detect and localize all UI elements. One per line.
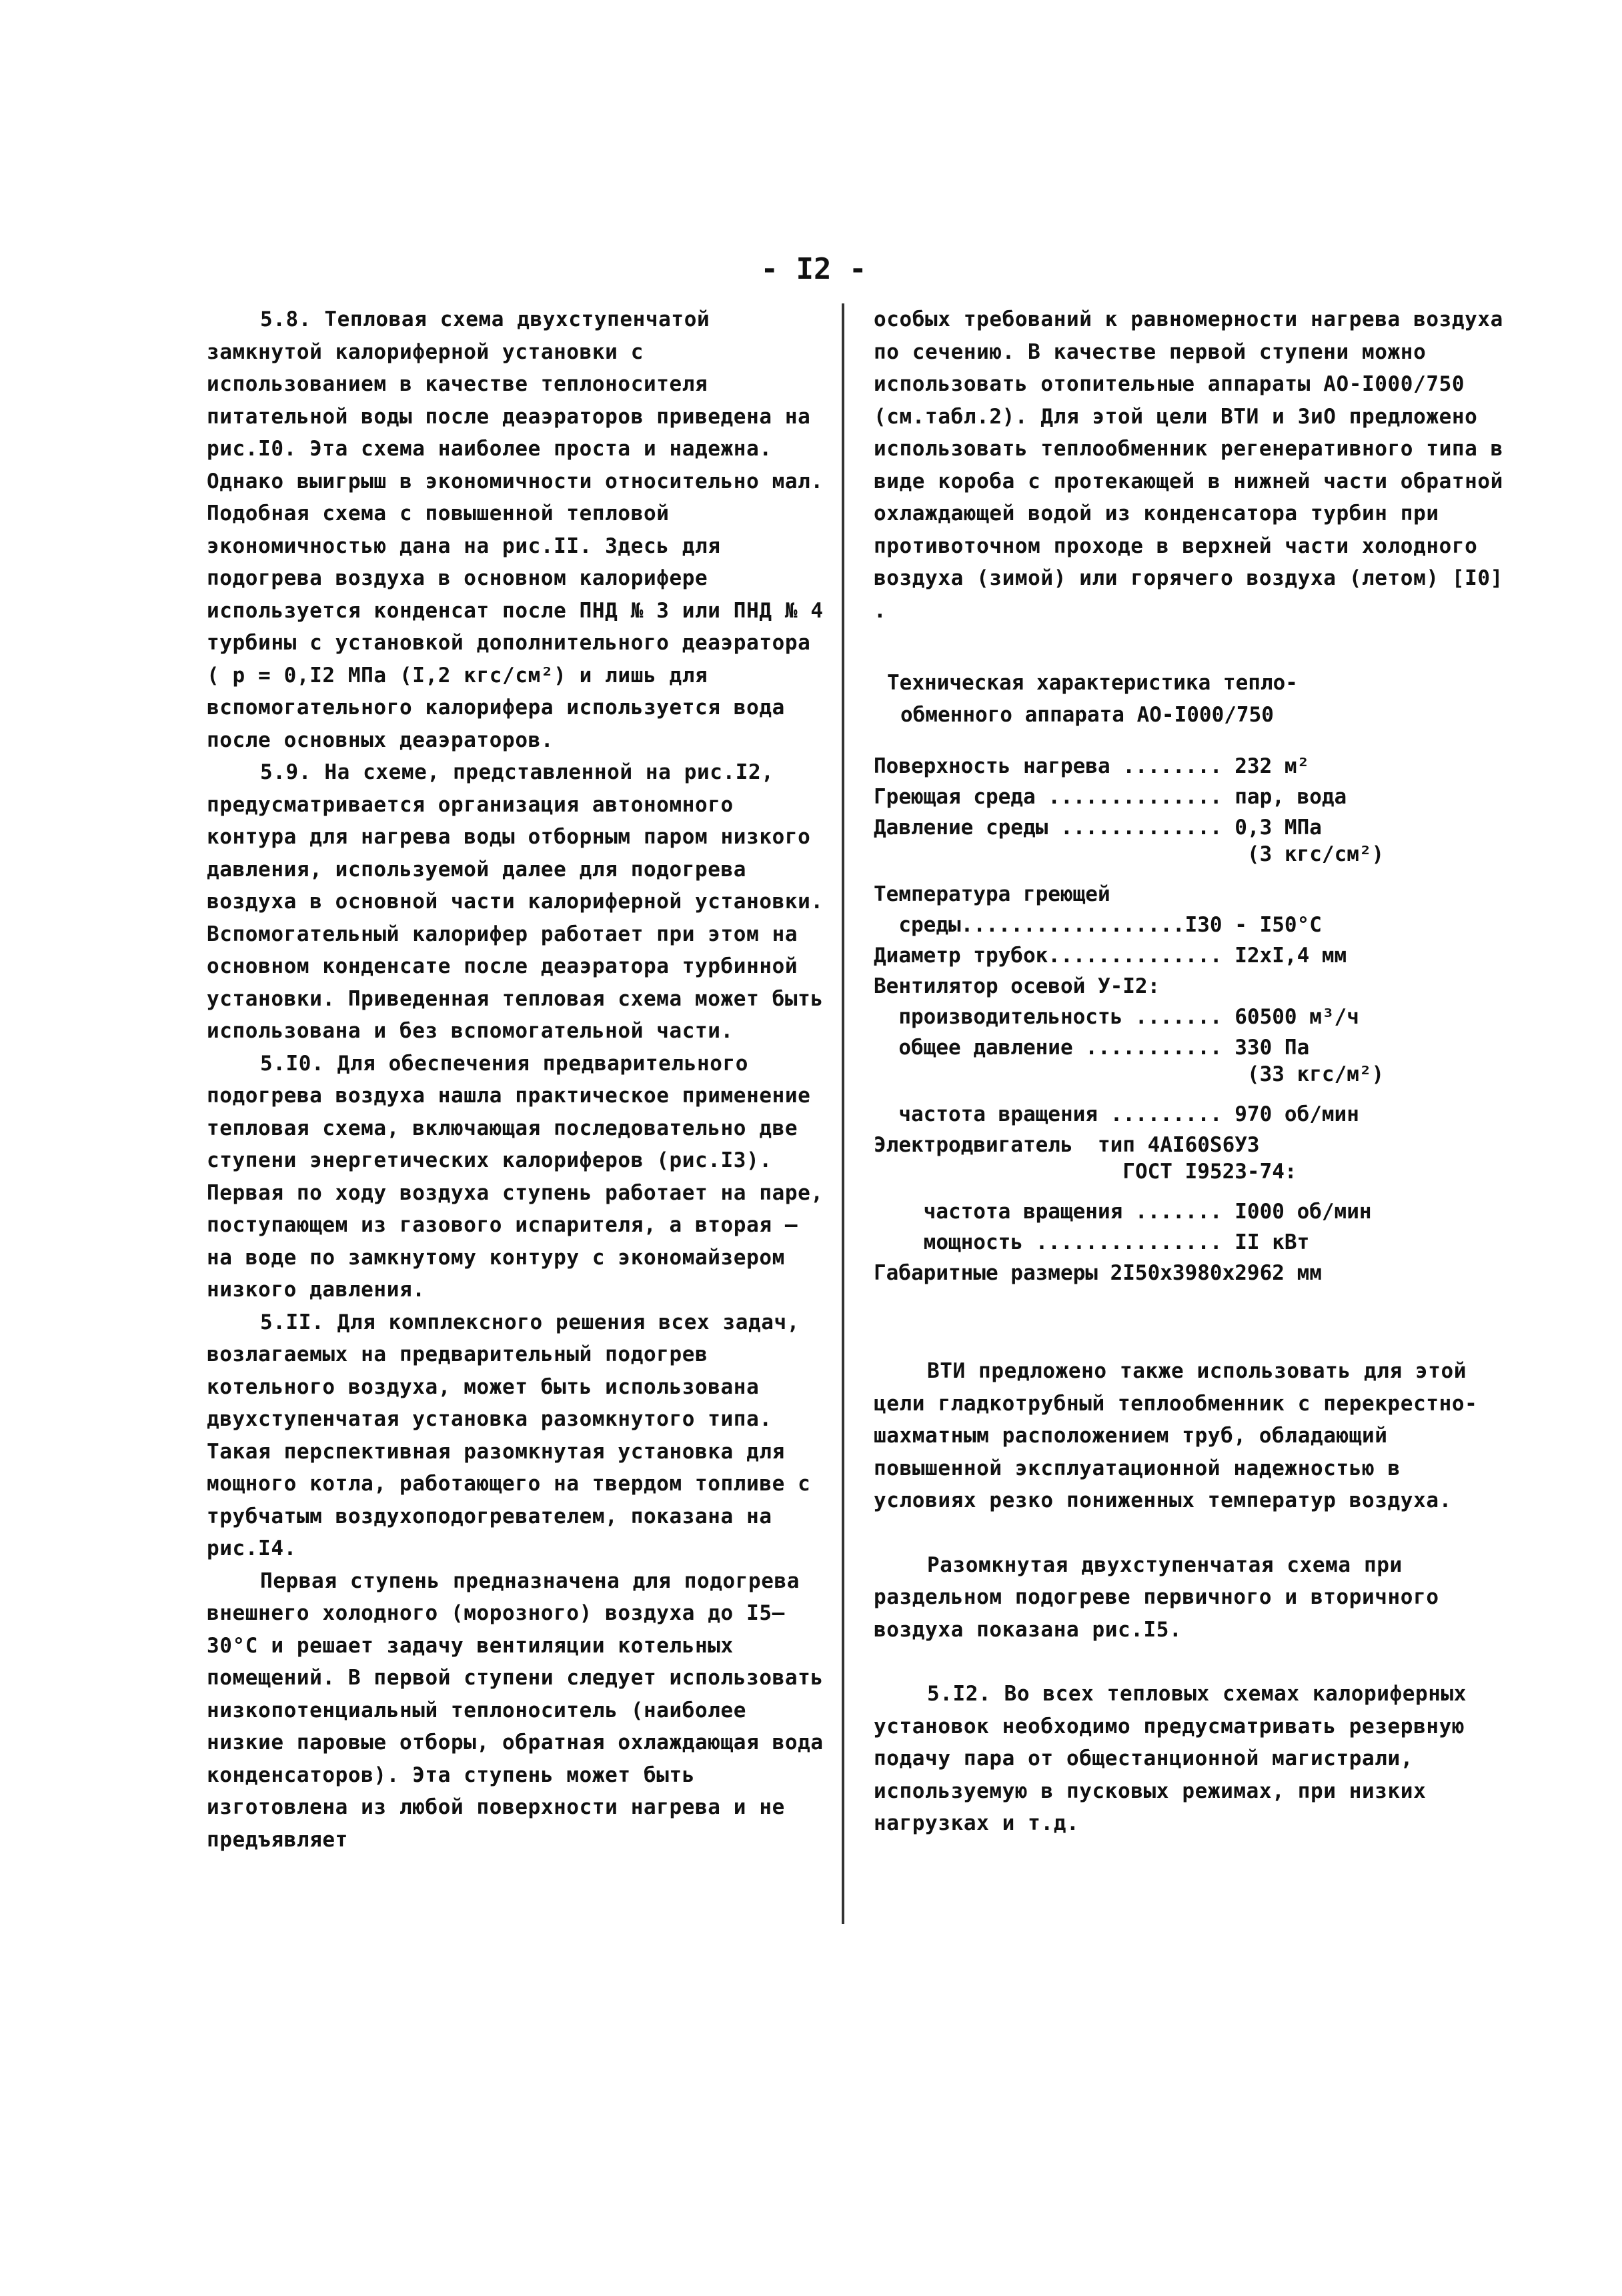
- spec-label: Электродвигатель: [874, 1133, 1098, 1157]
- spec-row: [874, 1032, 1514, 1063]
- paragraph-open-scheme: Разомкнутая двухступенчатая схема при раздельном подогреве первичного и вторичного воздуха показана рис.I5.: [874, 1552, 1439, 1642]
- spec-value: (33 кгс/м²): [1247, 1062, 1385, 1086]
- spec-row: [874, 1196, 1514, 1227]
- spec-row: [874, 1063, 1514, 1086]
- spec-value: 60500 м³/ч: [1235, 1005, 1359, 1029]
- spec-row: [874, 1099, 1514, 1130]
- spec-title-line1: Техническая характеристика тепло-: [887, 671, 1298, 695]
- spec-value: I30 - I50°С: [1184, 913, 1322, 937]
- spec-row: [874, 1130, 1514, 1160]
- spec-label: Греющая среда ..............: [874, 785, 1235, 809]
- page-number: - I2 -: [760, 252, 867, 286]
- paragraph-first-stage: Первая ступень предназначена для подогрева внешнего холодного (морозного) воздуха до I5–30°С и решает задачу вентиляции котельных помещений. В первой ступени следует использовать низкопотенциальный теплоноситель (наиболее низкие паровые отборы, обратная охлаждающая вода конденсаторов). Эта ступень может быть изготовлена из любой поверхности нагрева и не предъявляет: [207, 1568, 824, 1852]
- paragraph-vti-proposal: ВТИ предложено также использовать для этой цели гладкотрубный теплообменник с перекрестно-шахматным расположением труб, обладающий повышенной эксплуатационной надежностью в условиях резко пониженных температур воздуха.: [874, 1359, 1478, 1512]
- spec-value: пар, вода: [1235, 785, 1347, 809]
- spec-value: I000 об/мин: [1235, 1200, 1372, 1224]
- spec-table: [874, 751, 1514, 1288]
- spec-value: 330 Па: [1235, 1036, 1310, 1060]
- paragraph-5-8: 5.8. Тепловая схема двухступенчатой замкнутой калориферной установки с использованием в качестве теплоносителя питательной воды после деаэраторов приведена на рис.I0. Эта схема наиболее проста и надежна. Однако выигрыш в экономичности относительно мал. Подобная схема с повышенной тепловой экономичностью дана на рис.II. Здесь для подогрева воздуха в основном калорифере используется конденсат после ПНД № 3 или ПНД № 4 турбины с установкой дополнительного деаэратора ( р = 0,I2 МПа (I,2 кгс/см²) и лишь для вспомогательного калорифера используется вода после основных деаэраторов.: [207, 307, 824, 752]
- spec-row: [874, 812, 1514, 843]
- spec-value: ГОСТ I9523-74:: [1122, 1160, 1297, 1184]
- spec-row: [874, 843, 1514, 866]
- spec-row: [874, 879, 1514, 910]
- spec-label: Температура греющей: [874, 882, 1110, 906]
- spec-label: Габаритные размеры: [874, 1261, 1110, 1285]
- spec-label: среды..................: [874, 913, 1185, 937]
- spec-row: [874, 751, 1514, 782]
- spec-label: Вентилятор осевой У-I2:: [874, 974, 1160, 998]
- spec-block: [874, 667, 1514, 1288]
- spec-row: [874, 971, 1514, 1002]
- spec-value: 2I50х3980х2962 мм: [1110, 1261, 1322, 1285]
- paragraph-continuation: особых требований к равномерности нагрева воздуха по сечению. В качестве первой ступени можно использовать отопительные аппараты АО-I000/750 (см.табл.2). Для этой цели ВТИ и ЗиО предложено использовать теплообменник регенеративного типа в виде короба с протекающей в нижней части обратной охлаждающей водой из конденсатора турбин при противоточном проходе в верхней части холодного воздуха (зимой) или горячего воздуха (летом) [I0] .: [874, 307, 1503, 623]
- left-column: [207, 303, 824, 1856]
- spec-row: [874, 910, 1514, 940]
- spec-label: Поверхность нагрева ........: [874, 754, 1235, 778]
- spec-label: мощность ...............: [874, 1230, 1235, 1254]
- paragraph-5-11: 5.II. Для комплексного решения всех задач, возлагаемых на предварительный подогрев котельного воздуха, может быть использована двухступенчатая установка разомкнутого типа. Такая перспективная разомкнутая установка для мощного котла, работающего на твердом топливе с трубчатым воздухоподогревателем, показана на рис.I4.: [207, 1310, 811, 1560]
- spec-label: частота вращения .........: [874, 1102, 1235, 1126]
- spec-row: [874, 782, 1514, 812]
- paragraph-5-12: 5.I2. Во всех тепловых схемах калориферных установок необходимо предусматривать резервную подачу пара от общестанционной магистрали, используемую в пусковых режимах, при низких нагрузках и т.д.: [874, 1682, 1467, 1835]
- spec-label: производительность .......: [874, 1005, 1235, 1029]
- spec-row: [874, 1227, 1514, 1258]
- spec-value: тип 4AI60S6У3: [1097, 1133, 1260, 1157]
- spec-value: II кВт: [1235, 1230, 1310, 1254]
- spec-row: [874, 1160, 1514, 1183]
- spec-label: Диаметр трубок..............: [874, 944, 1235, 968]
- paragraph-5-10: 5.I0. Для обеспечения предварительного подогрева воздуха нашла практическое применение тепловая схема, включающая последовательно две ступени энергетических калориферов (рис.I3). Первая по ходу воздуха ступень работает на паре, поступающем из газового испарителя, а вторая – на воде по замкнутому контуру с экономайзером низкого давления.: [207, 1051, 824, 1302]
- spec-value: (3 кгс/см²): [1247, 842, 1385, 866]
- spec-label: [874, 1063, 1247, 1086]
- spec-title-line2: обменного аппарата АО-I000/750: [900, 703, 1274, 727]
- spec-row: [874, 1258, 1514, 1288]
- spec-label: [874, 1160, 1122, 1183]
- spec-row: [874, 940, 1514, 971]
- spec-value: 232 м²: [1235, 754, 1310, 778]
- spec-value: I2хI,4 мм: [1235, 944, 1347, 968]
- spec-label: общее давление ...........: [874, 1036, 1235, 1060]
- spec-value: 0,3 МПа: [1235, 816, 1322, 840]
- spec-label: частота вращения .......: [874, 1200, 1235, 1224]
- spec-label: Давление среды .............: [874, 816, 1235, 840]
- paragraph-5-9: 5.9. На схеме, представленной на рис.I2, предусматривается организация автономного контура для нагрева воды отборным паром низкого давления, используемой далее для подогрева воздуха в основной части калориферной установки. Вспомогательный калорифер работает при этом на основном конденсате после деаэратора турбинной установки. Приведенная тепловая схема может быть использована и без вспомогательной части.: [207, 760, 824, 1043]
- spec-row: [874, 1002, 1514, 1032]
- spec-value: 970 об/мин: [1235, 1102, 1359, 1126]
- column-divider: [842, 303, 844, 1924]
- right-column: [874, 303, 1514, 1840]
- spec-label: [874, 843, 1247, 866]
